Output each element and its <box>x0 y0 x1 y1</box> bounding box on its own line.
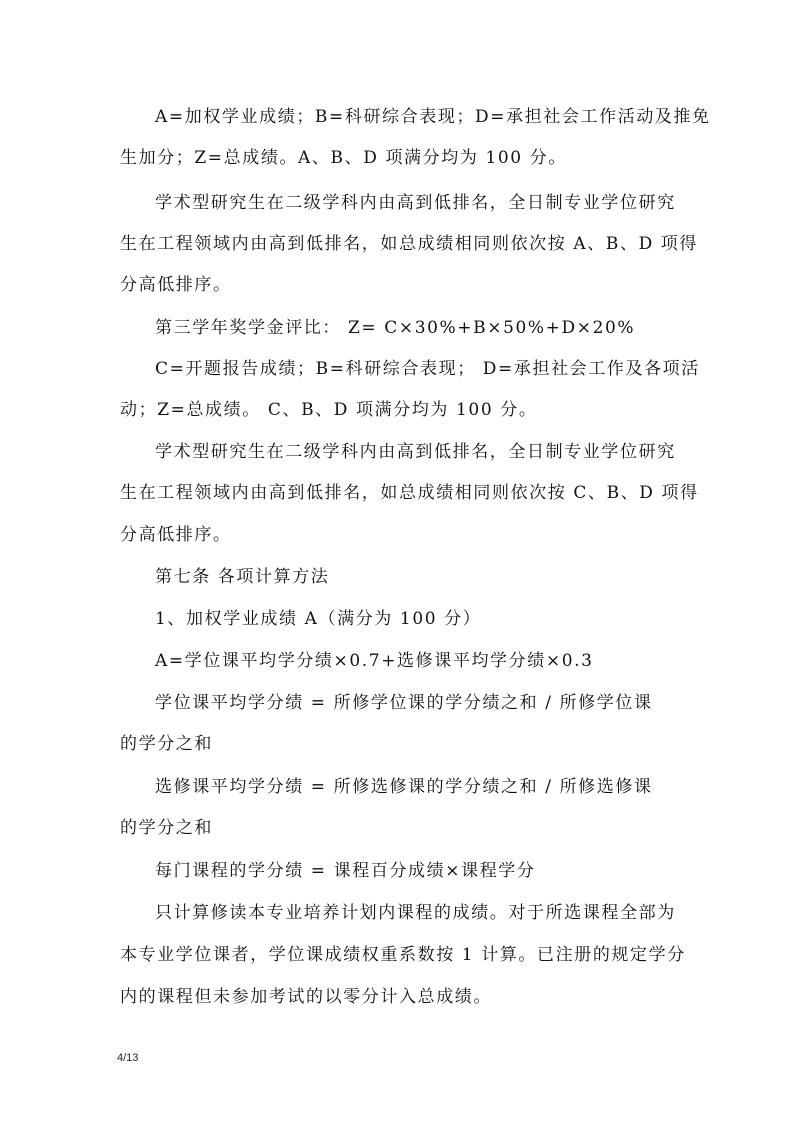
text-line: 第三学年奖学金评比： Z= C×30%+B×50%+D×20% <box>155 318 636 338</box>
subsection-heading: 1、加权学业成绩 A（满分为 100 分） <box>155 609 482 629</box>
text-line: 生在工程领域内由高到低排名，如总成绩相同则依次按 C、B、D 项得 <box>120 483 699 503</box>
formula-line: 学位课平均学分绩 = 所修学位课的学分绩之和 / 所修学位课 <box>155 693 653 713</box>
formula-line: A=学位课平均学分绩×0.7+选修课平均学分绩×0.3 <box>155 651 594 671</box>
text-line: C=开题报告成绩；B=科研综合表现； D=承担社会工作及各项活 <box>155 359 700 379</box>
section-heading: 第七条 各项计算方法 <box>155 567 330 587</box>
formula-line: 每门课程的学分绩 = 课程百分成绩×课程学分 <box>155 861 536 881</box>
text-line: 动；Z=总成绩。 C、B、D 项满分均为 100 分。 <box>120 400 538 420</box>
text-line: 内的课程但未参加考试的以零分计入总成绩。 <box>120 987 492 1007</box>
text-line: 分高低排序。 <box>120 275 232 295</box>
text-line: 分高低排序。 <box>120 525 232 545</box>
text-line: A=加权学业成绩；B=科研综合表现；D=承担社会工作活动及推免 <box>155 107 711 127</box>
text-line: 学术型研究生在二级学科内由高到低排名，全日制专业学位研究 <box>155 442 676 462</box>
text-line: 学术型研究生在二级学科内由高到低排名，全日制专业学位研究 <box>155 193 676 213</box>
text-line: 生在工程领域内由高到低排名，如总成绩相同则依次按 A、B、D 项得 <box>120 234 699 254</box>
text-line: 的学分之和 <box>120 818 213 838</box>
text-line: 的学分之和 <box>120 734 213 754</box>
text-line: 生加分；Z=总成绩。A、B、D 项满分均为 100 分。 <box>120 148 567 168</box>
text-line: 本专业学位课者，学位课成绩权重系数按 1 计算。已注册的规定学分 <box>120 945 686 965</box>
page-number: 4/13 <box>117 1052 139 1064</box>
text-line: 只计算修读本专业培养计划内课程的成绩。对于所选课程全部为 <box>155 903 676 923</box>
formula-line: 选修课平均学分绩 = 所修选修课的学分绩之和 / 所修选修课 <box>155 777 653 797</box>
